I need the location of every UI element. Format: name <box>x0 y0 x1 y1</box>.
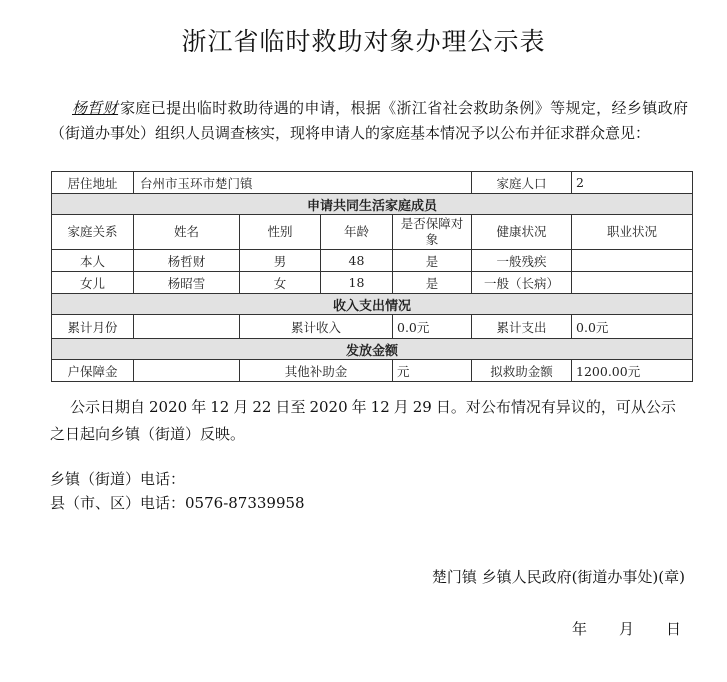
county-phone-number: 0576-87339958 <box>185 494 305 512</box>
months-value <box>134 315 240 339</box>
income-row <box>52 315 693 339</box>
member-health: 一般（长病） <box>472 272 572 294</box>
intro-paragraph <box>50 96 688 146</box>
population-value: 2 <box>572 172 693 194</box>
county-phone: 县（市、区）电话：0576-87339958 <box>50 494 305 512</box>
header-name: 姓名 <box>134 215 240 250</box>
income-label: 累计收入 <box>240 315 393 339</box>
date-day: 日 <box>665 620 681 638</box>
table-row <box>52 272 693 294</box>
household-value <box>134 360 240 382</box>
member-protected: 是 <box>393 272 472 294</box>
members-section-row <box>52 194 693 215</box>
disclosure-table <box>51 171 693 382</box>
intro-text: 家庭已提出临时救助待遇的申请，根据《浙江省社会救助条例》等规定，经乡镇政府（街道办事处）组织人员调查核实，现将申请人的家庭基本情况予以公布并征求群众意见： <box>50 99 688 142</box>
header-job: 职业状况 <box>572 215 693 250</box>
member-gender: 女 <box>240 272 321 294</box>
member-health: 一般残疾 <box>472 250 572 272</box>
address-row <box>52 172 693 194</box>
date-month: 月 <box>618 620 634 638</box>
member-relation: 女儿 <box>52 272 134 294</box>
expense-value: 0.0元 <box>572 315 693 339</box>
months-label: 累计月份 <box>52 315 134 339</box>
proposed-amount-label: 拟救助金额 <box>472 360 572 382</box>
household-label: 户保障金 <box>52 360 134 382</box>
member-header-row <box>52 215 693 250</box>
address-label: 居住地址 <box>52 172 134 194</box>
income-section-title: 收入支出情况 <box>52 294 693 315</box>
amount-section-row <box>52 339 693 360</box>
amount-section-title: 发放金额 <box>52 339 693 360</box>
start-month: 12 <box>210 398 230 416</box>
address-value: 台州市玉环市楚门镇 <box>134 172 472 194</box>
header-protected: 是否保障对象 <box>393 215 472 250</box>
member-name: 杨哲财 <box>134 250 240 272</box>
township-phone: 乡镇（街道）电话： <box>50 470 186 488</box>
amount-row <box>52 360 693 382</box>
expense-label: 累计支出 <box>472 315 572 339</box>
income-value: 0.0元 <box>393 315 472 339</box>
start-day: 22 <box>252 398 272 416</box>
header-health: 健康状况 <box>472 215 572 250</box>
member-relation: 本人 <box>52 250 134 272</box>
start-year: 2020 <box>149 398 188 416</box>
member-protected: 是 <box>393 250 472 272</box>
date-year: 年 <box>571 620 587 638</box>
header-age: 年龄 <box>321 215 393 250</box>
end-year: 2020 <box>309 398 348 416</box>
member-name: 杨昭雪 <box>134 272 240 294</box>
other-subsidy-value: 元 <box>393 360 472 382</box>
signature-line: 楚门镇 乡镇人民政府(街道办事处)(章) <box>431 568 685 586</box>
header-relation: 家庭关系 <box>52 215 134 250</box>
table-row <box>52 250 693 272</box>
population-label: 家庭人口 <box>472 172 572 194</box>
end-day: 29 <box>412 398 432 416</box>
applicant-name: 杨哲财 <box>72 99 119 117</box>
member-age: 48 <box>321 250 393 272</box>
income-section-row <box>52 294 693 315</box>
other-subsidy-label: 其他补助金 <box>240 360 393 382</box>
member-job <box>572 250 693 272</box>
member-age: 18 <box>321 272 393 294</box>
members-section-title: 申请共同生活家庭成员 <box>52 194 693 215</box>
member-job <box>572 272 693 294</box>
header-gender: 性别 <box>240 215 321 250</box>
page-title: 浙江省临时救助对象办理公示表 <box>181 27 546 56</box>
date-line <box>572 618 681 639</box>
notice-suffix: 对公布情况有异议的，可从公示之日起向乡镇（街道）反映。 <box>50 398 676 443</box>
end-month: 12 <box>370 398 390 416</box>
member-gender: 男 <box>240 250 321 272</box>
notice-paragraph: 公示日期自 2020 年 12 月 22 日至 2020 年 12 月 29 日。对公布情况有异议的，可从公示之日起向乡镇（街道）反映。 <box>50 398 676 443</box>
proposed-amount-value: 1200.00元 <box>572 360 693 382</box>
